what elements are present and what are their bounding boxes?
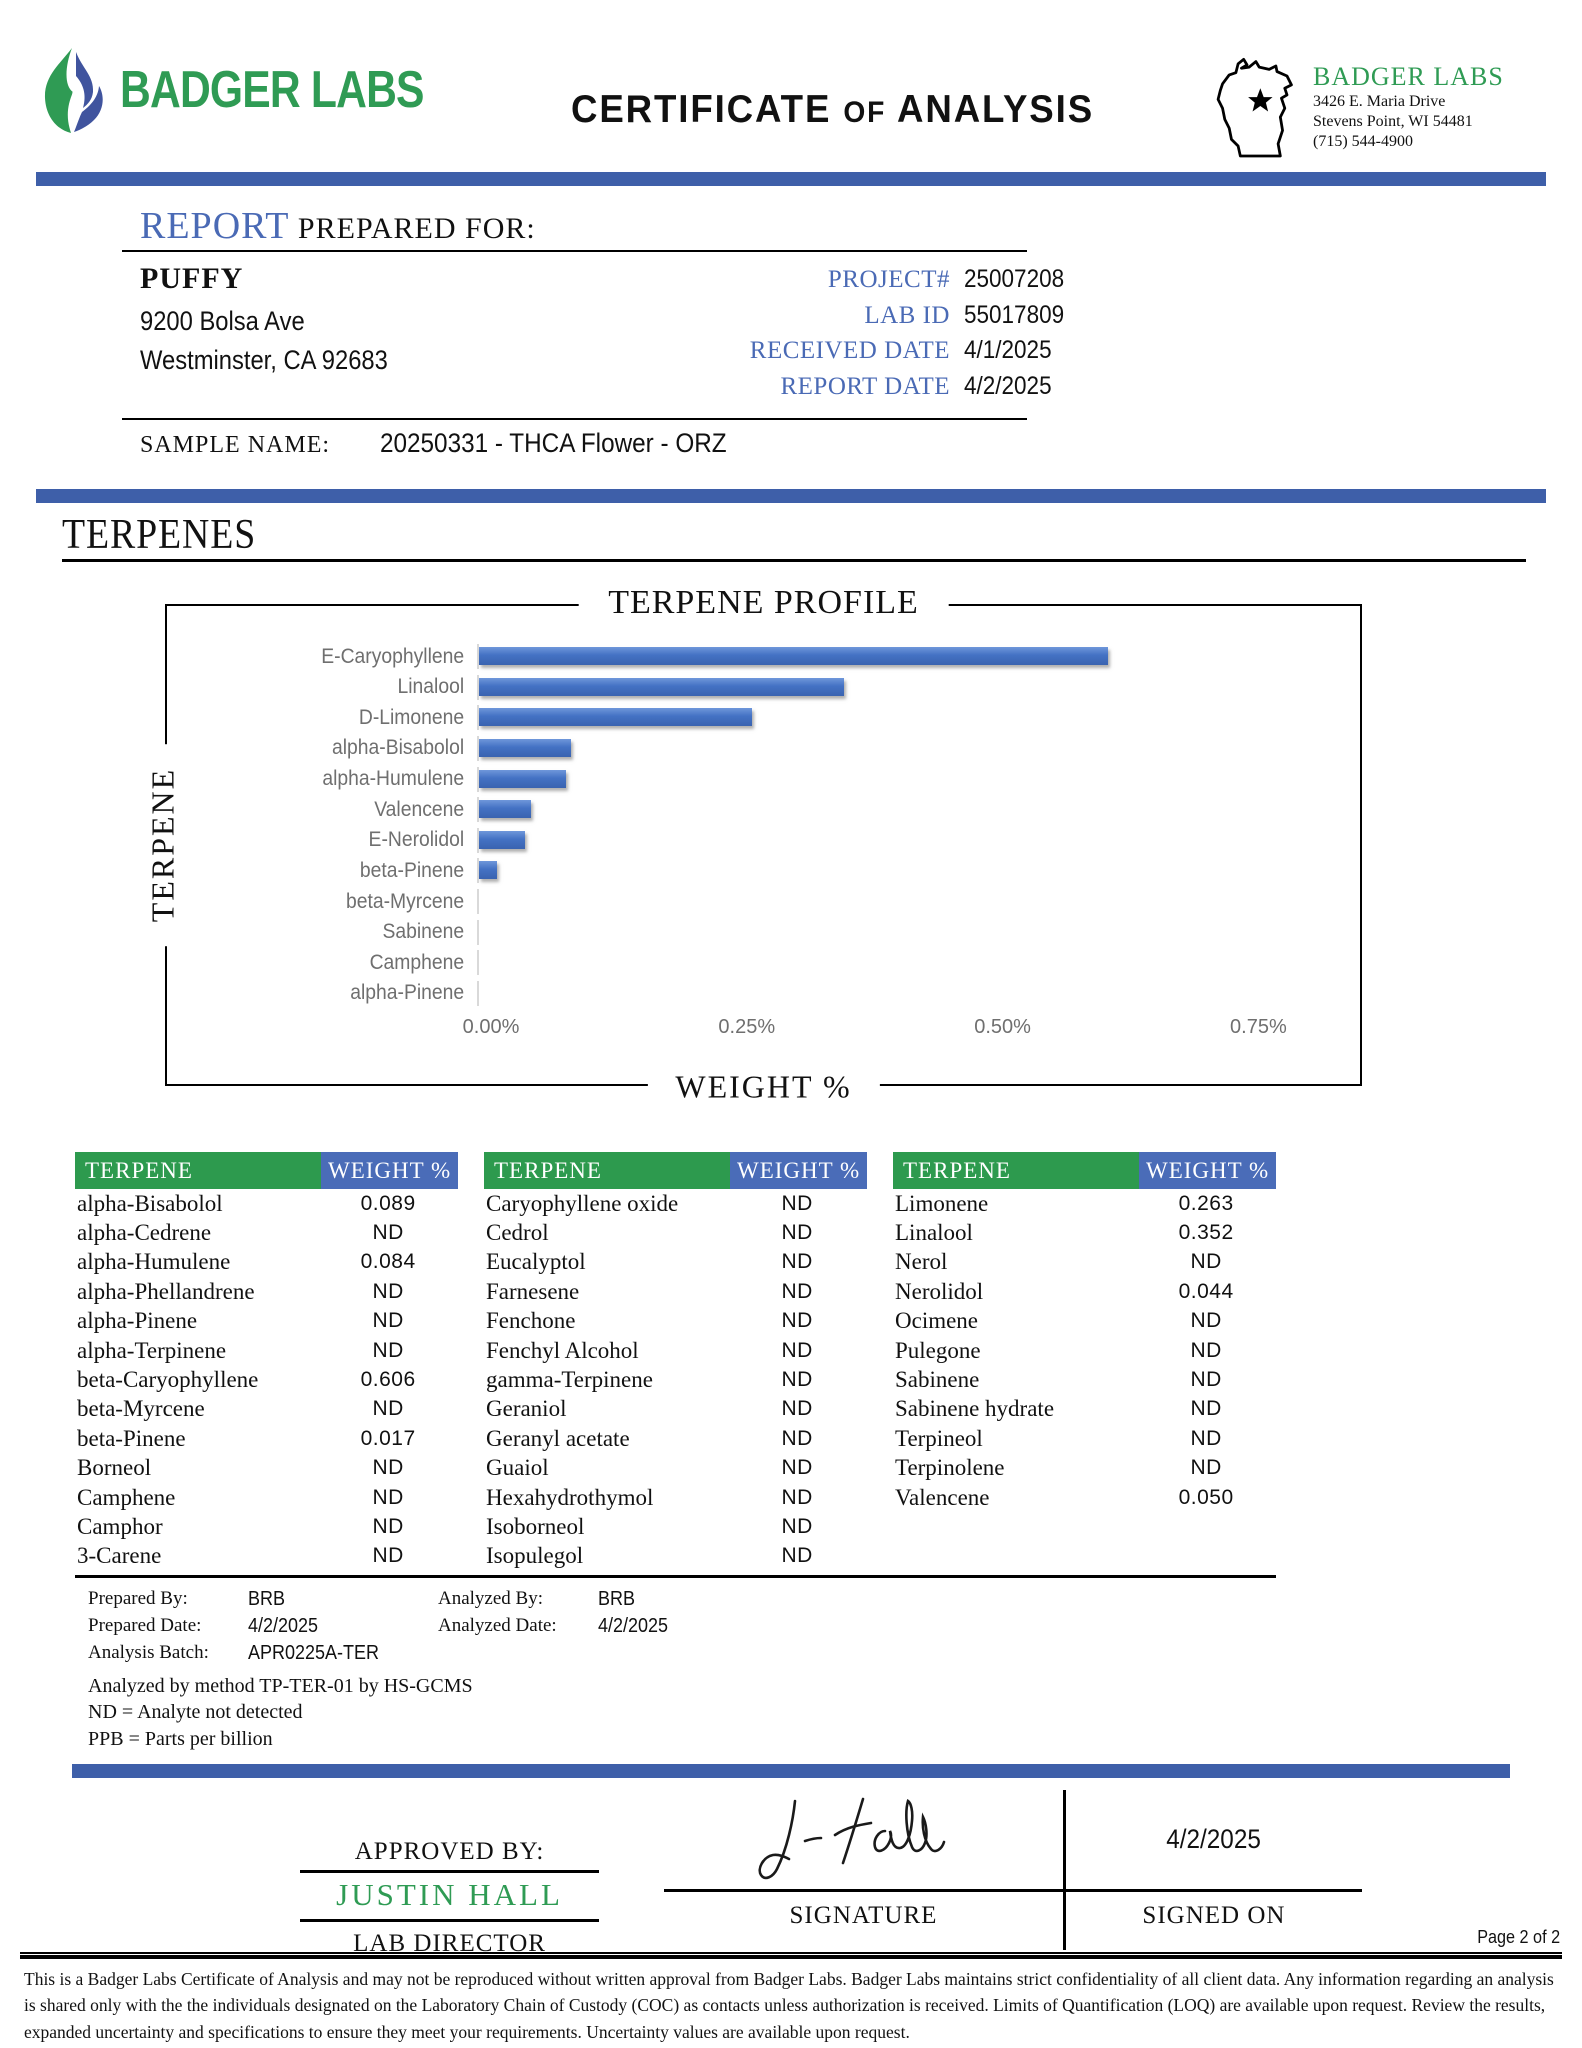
terpene-weight-value: ND (1190, 1368, 1222, 1392)
terpene-weight-value: ND (372, 1544, 404, 1568)
table-row (75, 1248, 458, 1277)
chart-x-axis-label: WEIGHT % (647, 1068, 879, 1105)
report-section (0, 186, 1582, 404)
table-row (893, 1395, 1276, 1424)
chart-bar-track (477, 736, 1330, 761)
chart-category-label: beta-Pinene (359, 858, 465, 882)
page-title: CERTIFICATE OF ANALYSIS (570, 88, 1095, 131)
chart-rows (227, 644, 1330, 1006)
terpene-weight-value: ND (372, 1221, 404, 1245)
signed-on-label: SIGNED ON (1142, 1902, 1286, 1929)
terpene-weight-value: ND (1190, 1309, 1222, 1333)
report-meta (575, 262, 1095, 404)
chart-x-ticks (462, 1016, 1330, 1042)
method-note: Analyzed by method TP-TER-01 by HS-GCMS (88, 1675, 473, 1698)
terpene-name: Geranyl acetate (486, 1425, 630, 1451)
table-row (484, 1218, 867, 1247)
chart-row (227, 981, 1330, 1006)
chart-title: TERPENE PROFILE (578, 584, 949, 622)
meta-label: LAB ID (864, 301, 950, 329)
chart-row (227, 828, 1330, 853)
table-header-terpene: TERPENE (484, 1152, 730, 1189)
terpene-profile-chart (144, 583, 1362, 1105)
terpene-weight-value: ND (372, 1514, 404, 1538)
heading-underline (122, 250, 1027, 252)
table-column-group (75, 1152, 458, 1571)
lab-address-line1: 3426 E. Maria Drive (1313, 93, 1446, 110)
table-row (484, 1542, 867, 1571)
table-row (484, 1424, 867, 1453)
chart-row (227, 797, 1330, 822)
terpene-name: alpha-Pinene (77, 1308, 198, 1334)
table-row (75, 1365, 458, 1394)
chart-bar (479, 708, 752, 726)
lab-address-line2: Stevens Point, WI 54481 (1313, 113, 1473, 130)
chart-category-label: alpha-Pinene (350, 981, 465, 1005)
terpene-weight-value: ND (1190, 1250, 1222, 1274)
lab-name: BADGER LABS (1313, 62, 1504, 91)
terpene-name: Terpinolene (895, 1455, 1005, 1481)
ppb-note: PPB = Parts per billion (88, 1727, 273, 1750)
terpene-weight-value: 0.606 (360, 1368, 416, 1392)
table-row (484, 1512, 867, 1541)
client-name: PUFFY (140, 262, 244, 295)
terpene-name: Nerolidol (895, 1278, 984, 1304)
table-row (75, 1218, 458, 1247)
table-row (484, 1365, 867, 1394)
terpene-name: Geraniol (486, 1396, 567, 1422)
terpene-name: Fenchyl Alcohol (486, 1337, 639, 1363)
table-row (484, 1189, 867, 1218)
terpene-weight-value: ND (1190, 1397, 1222, 1421)
sample-name-value: 20250331 - THCA Flower - ORZ (380, 428, 727, 458)
terpene-name: beta-Caryophyllene (77, 1367, 259, 1393)
table-header-weight: WEIGHT % (1139, 1152, 1276, 1189)
terpene-name: beta-Pinene (77, 1425, 186, 1451)
chart-bar (479, 647, 1108, 665)
chart-category-label: beta-Myrcene (346, 889, 465, 913)
approved-by-label: APPROVED BY: (300, 1838, 599, 1873)
approver-title: LAB DIRECTOR (353, 1930, 546, 1957)
chart-category-label: Valencene (374, 797, 465, 821)
terpene-weight-value: ND (1190, 1456, 1222, 1480)
chart-category-label: D-Limonene (358, 705, 465, 729)
table-column-group (893, 1152, 1276, 1571)
chart-bar-track (477, 828, 1330, 853)
analyzed-by-label: Analyzed By: (438, 1588, 544, 1610)
footer-disclaimer: This is a Badger Labs Certificate of Analysis and may not be reproduced without written approval from Badger Labs. Badger Labs maintains strict confidentiality of all client data. Any information regarding an analysis is shared only with the the individuals designated on the Laboratory Chain of Custody (COC) as contacts unless authorization is received. Limits of Quantification (LOQ) are available upon request. Review the results, expanded uncertainty and specifications to ensure they meet your requirements. Uncertainty values are available upon request. (24, 1969, 1554, 2042)
terpene-weight-value: ND (781, 1485, 813, 1509)
terpene-name: Valencene (895, 1484, 990, 1510)
terpene-name: Guaiol (486, 1455, 549, 1481)
table-row (75, 1424, 458, 1453)
terpene-weight-value: 0.263 (1178, 1191, 1234, 1215)
terpene-name: Isoborneol (486, 1513, 585, 1539)
chart-bar (479, 861, 497, 879)
chart-x-tick: 0.25% (718, 1016, 776, 1038)
meta-label: PROJECT# (827, 266, 950, 293)
terpene-weight-value: ND (781, 1514, 813, 1538)
terpene-weight-value: ND (372, 1456, 404, 1480)
table-row (893, 1336, 1276, 1365)
table-row (75, 1483, 458, 1512)
chart-bar (479, 800, 531, 818)
analyzed-date-value: 4/2/2025 (598, 1615, 669, 1638)
header-divider-bar (36, 172, 1546, 186)
table-row (75, 1395, 458, 1424)
table-row (484, 1307, 867, 1336)
terpene-weight-value: ND (781, 1456, 813, 1480)
table-column-group (484, 1152, 867, 1571)
prepared-by-label: Prepared By: (88, 1588, 188, 1610)
meta-row (575, 333, 1095, 369)
terpene-name: alpha-Humulene (77, 1249, 231, 1275)
terpene-weight-value: 0.089 (360, 1191, 416, 1215)
terpene-weight-value: ND (781, 1279, 813, 1303)
chart-bar-track (477, 675, 1330, 700)
chart-bar-track (477, 644, 1330, 669)
chart-category-label: Sabinene (382, 920, 465, 944)
analyzed-by-value: BRB (598, 1588, 636, 1611)
terpene-name: Isopulegol (486, 1543, 584, 1569)
prepared-by-value: BRB (248, 1588, 286, 1611)
terpene-name: Ocimene (895, 1308, 979, 1334)
table-row (484, 1336, 867, 1365)
terpene-name: Borneol (77, 1455, 152, 1481)
chart-x-tick: 0.50% (974, 1016, 1031, 1038)
table-row (893, 1218, 1276, 1247)
chart-bar-track (477, 981, 1330, 1006)
sample-name-label: SAMPLE NAME: (140, 432, 331, 458)
terpene-weight-value: ND (781, 1397, 813, 1421)
analysis-notes (88, 1588, 1582, 1752)
terpene-name: Sabinene (895, 1367, 980, 1393)
lab-phone: (715) 544-4900 (1313, 133, 1413, 150)
chart-x-tick: 0.75% (1230, 1016, 1287, 1038)
logo-wordmark: BADGER LABS (120, 61, 424, 119)
terpene-weight-value: ND (781, 1250, 813, 1274)
chart-row (227, 736, 1330, 761)
prepared-date-value: 4/2/2025 (248, 1615, 319, 1638)
approval-divider-bar (72, 1764, 1510, 1778)
terpene-name: alpha-Terpinene (77, 1337, 227, 1363)
meta-value: 25007208 (964, 265, 1065, 293)
chart-row (227, 920, 1330, 945)
chart-row (227, 950, 1330, 975)
chart-row (227, 858, 1330, 883)
table-row (893, 1307, 1276, 1336)
sample-name-row (0, 428, 1582, 459)
analysis-batch-value: APR0225A-TER (248, 1642, 380, 1665)
terpene-name: Fenchone (486, 1308, 576, 1334)
terpene-name: alpha-Bisabolol (77, 1190, 223, 1216)
terpene-name: alpha-Cedrene (77, 1220, 212, 1246)
chart-row (227, 705, 1330, 730)
meta-label: RECEIVED DATE (749, 337, 950, 364)
terpene-weight-value: 0.050 (1178, 1485, 1234, 1509)
wisconsin-map-icon (1207, 50, 1307, 162)
chart-bar (479, 831, 525, 849)
terpene-weight-value: ND (781, 1221, 813, 1245)
terpene-weight-value: ND (372, 1338, 404, 1362)
table-row (75, 1512, 458, 1541)
table-header-terpene: TERPENE (893, 1152, 1139, 1189)
terpene-weight-value: ND (781, 1368, 813, 1392)
table-row (484, 1454, 867, 1483)
terpene-weight-value: ND (781, 1338, 813, 1362)
terpene-name: Cedrol (486, 1220, 549, 1246)
leaf-logo-icon (38, 46, 110, 134)
terpene-weight-value: ND (372, 1485, 404, 1509)
terpene-name: Caryophyllene oxide (486, 1190, 679, 1216)
terpene-name: Terpineol (895, 1425, 983, 1451)
chart-bar (479, 739, 571, 757)
chart-category-label: alpha-Humulene (322, 767, 465, 790)
table-row (484, 1277, 867, 1306)
client-address: 9200 Bolsa Ave Westminster, CA 92683 (140, 306, 388, 376)
chart-bar-track (477, 797, 1330, 822)
terpene-name: Camphor (77, 1513, 163, 1539)
terpene-name: beta-Myrcene (77, 1396, 205, 1422)
terpene-weight-value: ND (781, 1426, 813, 1450)
chart-x-tick: 0.00% (462, 1016, 520, 1038)
table-row (75, 1336, 458, 1365)
table-row (484, 1395, 867, 1424)
chart-bar-track (477, 705, 1330, 730)
meta-value: 4/2/2025 (964, 371, 1052, 400)
table-row (893, 1365, 1276, 1394)
chart-row (227, 644, 1330, 669)
chart-bar-track (477, 767, 1330, 792)
table-row (75, 1277, 458, 1306)
terpene-weight-value: 0.017 (360, 1426, 416, 1450)
table-row (893, 1248, 1276, 1277)
meta-row (575, 262, 1095, 298)
meta-row (575, 369, 1095, 405)
chart-bar (479, 678, 844, 696)
chart-row (227, 675, 1330, 700)
table-row (75, 1189, 458, 1218)
terpene-name: Pulegone (895, 1337, 981, 1363)
signature-icon (743, 1793, 983, 1889)
terpene-weight-value: 0.044 (1178, 1279, 1234, 1303)
terpene-weight-value: ND (372, 1309, 404, 1333)
table-row (893, 1454, 1276, 1483)
chart-bar-track (477, 889, 1330, 914)
terpene-name: alpha-Phellandrene (77, 1278, 255, 1304)
terpene-weight-value: 0.352 (1178, 1221, 1234, 1245)
terpene-name: gamma-Terpinene (486, 1367, 653, 1393)
header (0, 0, 1582, 162)
table-row (75, 1307, 458, 1336)
terpene-name: Limonene (895, 1190, 989, 1216)
meta-value: 55017809 (964, 300, 1065, 329)
chart-category-label: Camphene (369, 950, 465, 974)
table-row (75, 1454, 458, 1483)
table-header-weight: WEIGHT % (321, 1152, 458, 1189)
chart-category-label: alpha-Bisabolol (331, 736, 465, 760)
terpene-name: Sabinene hydrate (895, 1396, 1055, 1422)
terpene-name: Linalool (895, 1220, 973, 1246)
terpene-name: Farnesene (486, 1278, 580, 1304)
nd-note: ND = Analyte not detected (88, 1701, 303, 1724)
chart-category-label: Linalool (397, 675, 465, 699)
meta-label: REPORT DATE (780, 372, 950, 400)
terpene-name: Nerol (895, 1249, 948, 1275)
approver-name: JUSTIN HALL (300, 1873, 599, 1922)
terpene-weight-value: ND (372, 1397, 404, 1421)
table-row (75, 1542, 458, 1571)
table-row (893, 1277, 1276, 1306)
sample-divider-line (122, 418, 1027, 420)
prepared-date-label: Prepared Date: (88, 1615, 202, 1637)
terpene-weight-value: ND (372, 1279, 404, 1303)
table-header-terpene: TERPENE (75, 1152, 321, 1189)
signature-label: SIGNATURE (789, 1902, 938, 1929)
terpene-name: 3-Carene (77, 1543, 162, 1569)
terpene-results-table (75, 1152, 1276, 1578)
signature (664, 1790, 1063, 1892)
chart-row (227, 889, 1330, 914)
footer-rule (20, 1952, 1562, 1959)
analyzed-date-label: Analyzed Date: (438, 1615, 557, 1637)
terpene-name: Eucalyptol (486, 1249, 586, 1275)
analysis-batch-label: Analysis Batch: (88, 1642, 209, 1664)
badger-labs-logo (38, 46, 458, 134)
terpene-name: Camphene (77, 1484, 176, 1510)
chart-category-label: E-Caryophyllene (321, 644, 465, 668)
terpenes-section-heading: TERPENES (62, 511, 1526, 562)
table-row (484, 1248, 867, 1277)
page-number: Page 2 of 2 (1477, 1927, 1560, 1947)
chart-bar-track (477, 950, 1330, 975)
terpene-weight-value: ND (1190, 1426, 1222, 1450)
chart-bar-track (477, 858, 1330, 883)
report-heading: REPORT PREPARED FOR: (140, 205, 536, 247)
signed-on-date: 4/2/2025 (1066, 1790, 1362, 1892)
chart-row (227, 767, 1330, 792)
chart-y-axis-label: TERPENE (144, 744, 181, 946)
meta-value: 4/1/2025 (964, 336, 1052, 364)
chart-bar (479, 770, 566, 788)
terpene-weight-value: ND (781, 1309, 813, 1333)
table-row (893, 1424, 1276, 1453)
approval-section (300, 1790, 1362, 1958)
lab-address-block (1207, 50, 1552, 162)
table-header-weight: WEIGHT % (730, 1152, 867, 1189)
meta-row (575, 298, 1095, 334)
terpene-weight-value: ND (781, 1191, 813, 1215)
table-row (893, 1189, 1276, 1218)
section-divider-bar (36, 489, 1546, 503)
terpene-weight-value: 0.084 (360, 1250, 416, 1274)
terpene-weight-value: ND (781, 1544, 813, 1568)
terpene-name: Hexahydrothymol (486, 1484, 654, 1510)
chart-category-label: E-Nerolidol (368, 828, 465, 852)
chart-bar-track (477, 920, 1330, 945)
table-row (893, 1483, 1276, 1512)
terpene-weight-value: ND (1190, 1338, 1222, 1362)
table-row (484, 1483, 867, 1512)
